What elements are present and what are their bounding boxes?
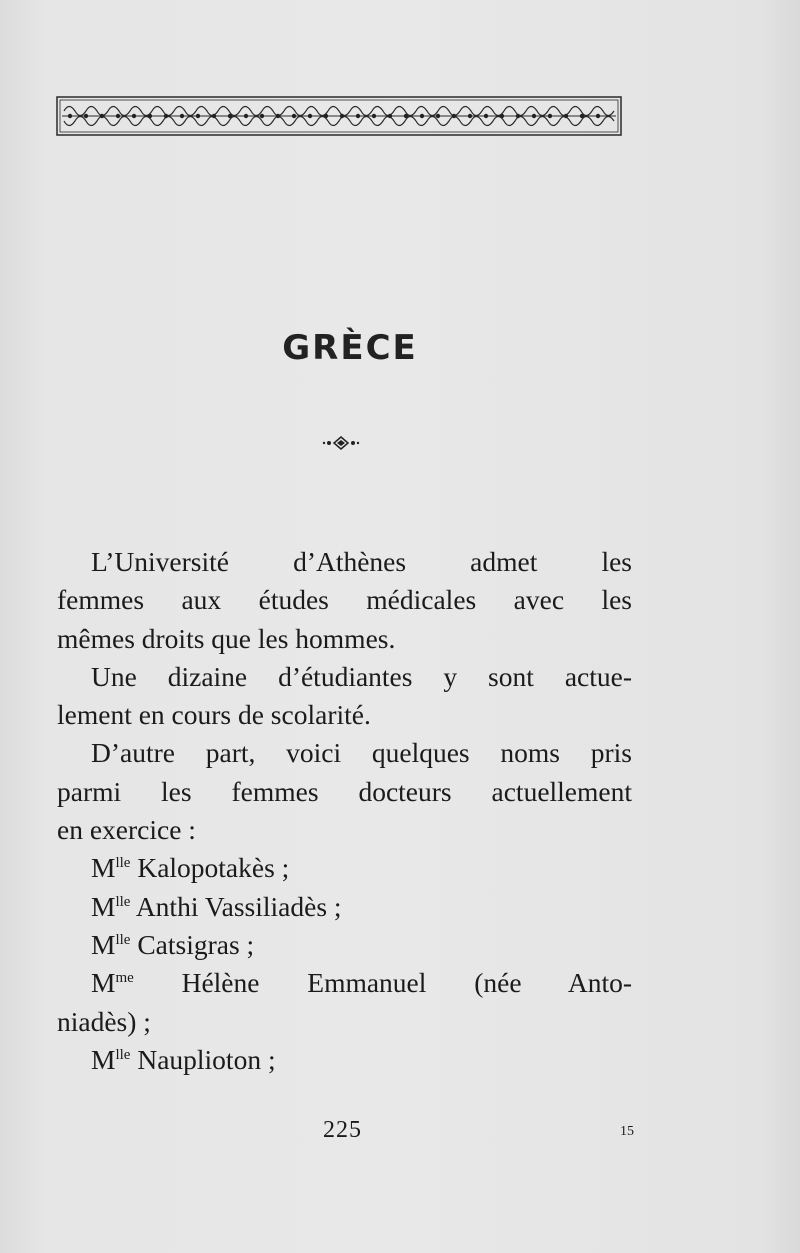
name-list-continuation: niadès) ;	[57, 1005, 151, 1037]
name-list-item: $M^{lle}$ Nauplioton ;	[91, 1043, 276, 1075]
name-list-item: $M^{lle}$ Catsigras ;	[91, 928, 255, 960]
text-line: D’autre part, voici quelques noms pris	[91, 737, 632, 769]
text-line: en exercice :	[57, 814, 196, 846]
chapter-heading: GRÈCE	[282, 328, 418, 368]
signature-mark: 15	[620, 1124, 634, 1139]
text-line: mêmes droits que les hommes.	[57, 622, 396, 654]
name-list-item: $M^{lle}$ Anthi Vassiliadès ;	[91, 890, 342, 922]
text-line: lement en cours de scolarité.	[57, 699, 371, 731]
text-line: L’Université d’Athènes admet les	[91, 546, 632, 577]
ornamental-header-border	[56, 96, 622, 136]
text-line: Une dizaine d’étudiantes y sont actue-	[91, 660, 632, 692]
fleuron-ornament	[321, 436, 361, 450]
name-list-item: $M^{lle}$ Kalopotakès ;	[91, 852, 290, 884]
text-line: femmes aux études médicales avec les	[57, 584, 632, 616]
name-list-item: $M^{me}$ Hélène Emmanuel (née Anto-	[91, 967, 632, 999]
body-text	[57, 543, 632, 1079]
page-number: 225	[323, 1117, 362, 1143]
text-line: parmi les femmes docteurs actuellement	[57, 775, 632, 807]
